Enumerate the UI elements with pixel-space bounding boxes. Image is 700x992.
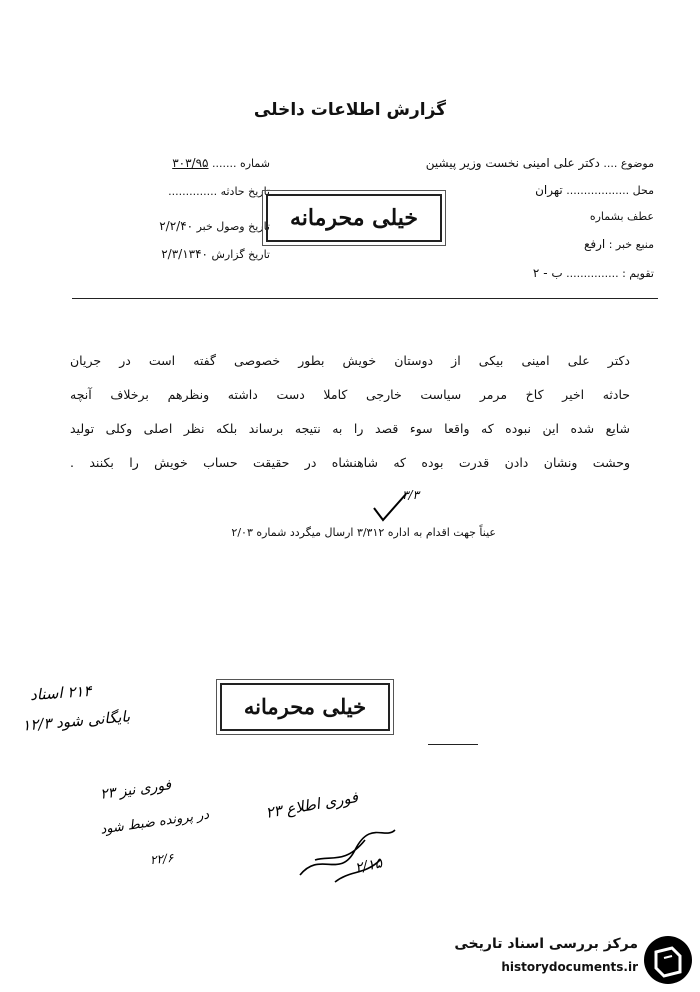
received-date-label: تاریخ وصول خبر xyxy=(196,220,270,233)
subject-label: موضوع xyxy=(620,157,654,170)
incident-date-label: تاریخ حادثه xyxy=(220,185,270,198)
body-line: وحشت ونشان دادن قدرت بوده که شاهنشاه در حقیقت حساب خویش را بکنند . xyxy=(70,455,630,470)
subject-value: دکتر علی امینی نخست وزیر پیشین xyxy=(425,156,600,170)
action-line: عیناً جهت اقدام به اداره ۳/۳۱۲ ارسال میگردد شماره ۲/۰۳ xyxy=(231,526,496,539)
incident-date-row: تاریخ حادثه .............. xyxy=(168,185,270,198)
watermark-org-name: مرکز بررسی اسناد تاریخی xyxy=(454,936,638,952)
subject-row: موضوع .... دکتر علی امینی نخست وزیر پیشین xyxy=(425,156,654,170)
watermark xyxy=(410,930,700,992)
handwritten-note: بایگانی شود ۱۲/۳ xyxy=(21,707,131,735)
assessment-label: تقویم xyxy=(629,267,654,280)
place-row: محل .................. تهران xyxy=(535,183,654,197)
signature xyxy=(295,820,405,890)
handwritten-note: ۲/۱۵ xyxy=(353,855,384,877)
top-confidential-stamp: خیلی محرمانه xyxy=(266,194,442,242)
body-line: حادثه اخیر کاخ مرمر سیاست خارجی کاملا دست داشته ونظرهم برخلاف آنچه xyxy=(70,387,630,402)
report-date-label: تاریخ گزارش xyxy=(211,248,270,261)
place-value: تهران xyxy=(535,183,563,197)
assessment-value: ب - ۲ xyxy=(532,266,563,280)
assessment-row: تقویم : ............... ب - ۲ xyxy=(532,266,654,280)
received-date-row xyxy=(80,219,270,233)
number-label: شماره xyxy=(239,157,270,170)
report-date-row xyxy=(80,247,270,261)
source-value: ارفع xyxy=(583,237,606,251)
source-row: منبع خبر : ارفع xyxy=(583,237,654,251)
handwritten-note: ۲۱۴ اسناد xyxy=(29,681,93,705)
source-label: منبع خبر xyxy=(615,238,654,251)
header-divider xyxy=(72,298,658,299)
watermark-website: historydocuments.ir xyxy=(501,960,638,974)
number-row: شماره ....... ۳۰۳/۹۵ xyxy=(172,156,270,170)
body-line: دکتر علی امینی بیکی از دوستان خویش بطور خصوصی گفته است در جریان xyxy=(70,353,630,368)
dash-mark xyxy=(428,744,478,745)
handwritten-note: فوری نیز ۲۳ xyxy=(99,777,173,803)
bottom-confidential-stamp: خیلی محرمانه xyxy=(220,683,390,731)
report-date-value: ۲/۳/۱۳۴۰ xyxy=(161,247,208,261)
place-label: محل xyxy=(632,184,654,197)
number-value: ۳۰۳/۹۵ xyxy=(172,156,209,170)
reference-label: عطف بشماره xyxy=(589,210,654,223)
report-title: گزارش اطلاعات داخلی xyxy=(253,100,447,120)
handwritten-note: در پرونده ضبط شود xyxy=(99,807,210,838)
handwritten-check-number: ۳/۳ xyxy=(402,488,419,502)
body-line: شایع شده این نبوده که واقعا سوء قصد را به نتیجه برساند بلکه نظر اصلی وکلی تولید xyxy=(70,421,630,436)
handwritten-note: ۲۲/۶ xyxy=(149,850,175,868)
handwritten-note: فوری اطلاع ۲۳ xyxy=(264,788,360,822)
received-date-value: ۲/۲/۴۰ xyxy=(159,219,194,233)
archive-logo-icon xyxy=(642,934,694,986)
